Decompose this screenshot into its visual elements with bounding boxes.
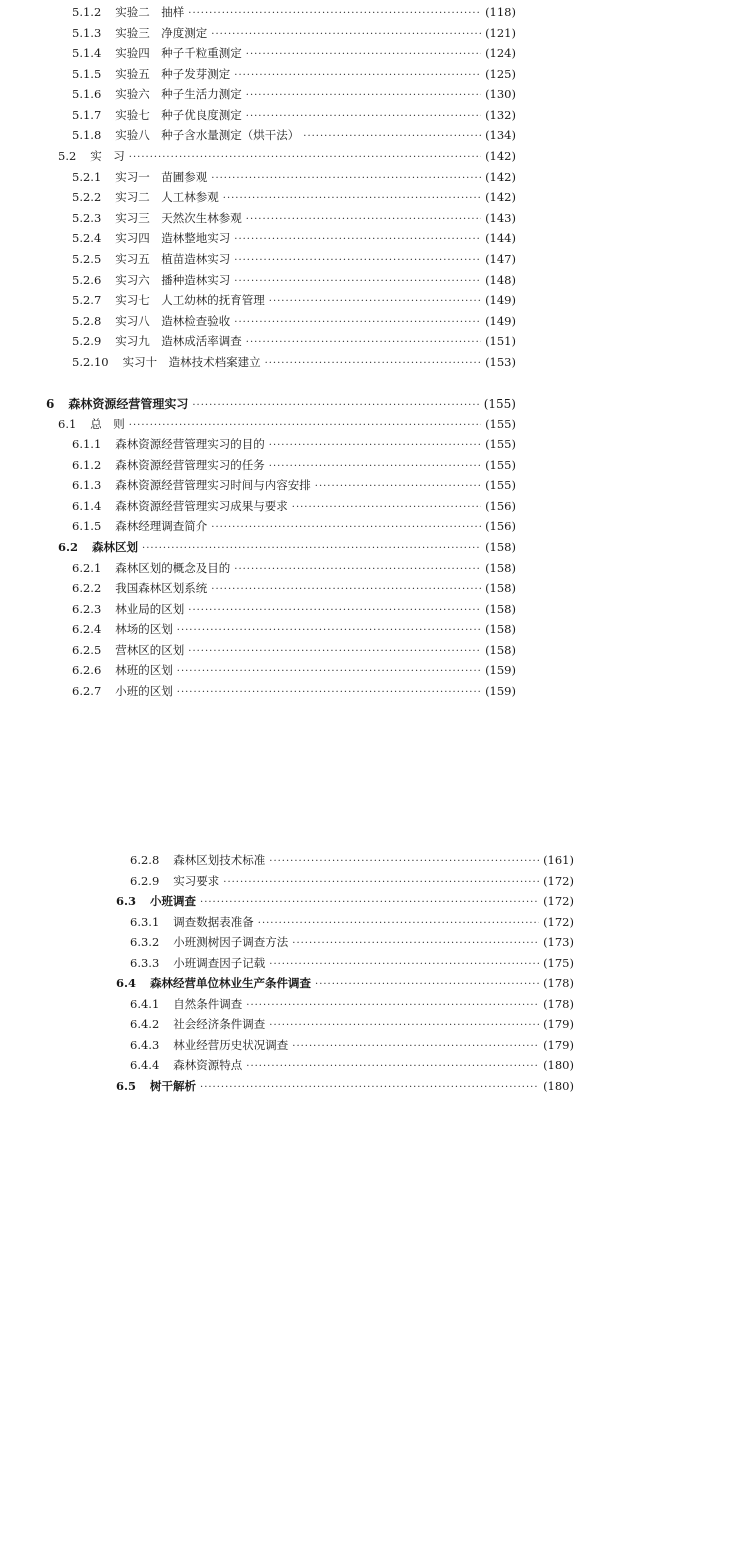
toc-entry-number: 6.2.5 [72, 643, 102, 657]
toc-entry-page: (155) [485, 417, 516, 431]
dot-leader [269, 856, 539, 867]
dot-leader [246, 1000, 539, 1011]
toc-entry-page: (151) [485, 334, 516, 348]
dot-leader [234, 564, 481, 575]
toc-entry-page: (179) [543, 1038, 574, 1052]
dot-leader [315, 481, 481, 492]
toc-entry-title: 实验五 种子发芽测定 [115, 67, 231, 81]
toc-entry-number: 5.2.5 [72, 252, 102, 266]
toc-entry-number: 6.3.3 [130, 956, 160, 970]
dot-leader [200, 897, 539, 908]
toc-entry-number: 6.2.2 [72, 581, 102, 595]
toc-entry-number: 5.2.1 [72, 170, 102, 184]
toc-entry-page: (142) [485, 149, 516, 163]
toc-entry-title: 实习十 造林技术档案建立 [122, 355, 261, 369]
toc-entry-page: (178) [543, 976, 574, 990]
dot-leader [234, 317, 481, 328]
toc-entry-page: (180) [543, 1079, 574, 1093]
toc-entry-page: (172) [543, 915, 574, 929]
toc-entry-page: (158) [485, 561, 516, 575]
dot-leader [246, 214, 481, 225]
toc-entry-title: 森林资源经营管理实习的任务 [115, 458, 265, 472]
toc-bottom-section [0, 812, 750, 1546]
toc-entry [72, 333, 516, 349]
dot-leader [265, 358, 481, 369]
toc-entry-title: 林场的区划 [115, 622, 173, 636]
toc-entry [72, 66, 516, 82]
toc-entry [130, 1057, 574, 1073]
toc-entry-title: 实习六 播种造林实习 [115, 273, 231, 287]
toc-entry-page: (158) [485, 540, 516, 554]
toc-entry-page: (172) [543, 894, 574, 908]
dot-leader [177, 666, 481, 677]
toc-entry-number: 5.2.7 [72, 293, 102, 307]
toc-entry-title: 实习九 造林成活率调查 [115, 334, 242, 348]
toc-entry-title: 调查数据表准备 [173, 915, 254, 929]
toc-entry-title: 实习三 天然次生林参观 [115, 211, 242, 225]
toc-entry [116, 1078, 574, 1094]
toc-entry-title: 森林资源特点 [173, 1058, 243, 1072]
toc-entry-number: 6.5 [116, 1079, 137, 1093]
dot-leader [292, 1041, 539, 1052]
toc-entry [72, 251, 516, 267]
toc-entry-title: 小班测树因子调查方法 [173, 935, 289, 949]
dot-leader [234, 255, 481, 266]
toc-entry [72, 169, 516, 185]
dot-leader [292, 502, 481, 513]
toc-entry [72, 45, 516, 61]
toc-entry-title: 树干解析 [150, 1079, 197, 1093]
toc-entry-number: 5.2.10 [72, 355, 109, 369]
toc-entry-title: 实习要求 [173, 874, 220, 888]
toc-entry [72, 642, 516, 658]
toc-entry [72, 4, 516, 20]
dot-leader [234, 70, 481, 81]
toc-entry [116, 975, 574, 991]
toc-entry-number: 6.4.3 [130, 1038, 160, 1052]
toc-entry [72, 272, 516, 288]
dot-leader [223, 877, 539, 888]
toc-entry-title: 实验六 种子生活力测定 [115, 87, 242, 101]
dot-leader [211, 584, 481, 595]
dot-leader [223, 193, 481, 204]
toc-entry-page: (143) [485, 211, 516, 225]
toc-entry [130, 955, 574, 971]
dot-leader [269, 440, 481, 451]
dot-leader [246, 90, 481, 101]
dot-leader [177, 687, 481, 698]
toc-entry-page: (173) [543, 935, 574, 949]
toc-entry-number: 6.2 [58, 540, 79, 554]
toc-entry-number: 5.1.2 [72, 5, 102, 19]
toc-entry [72, 86, 516, 102]
toc-entry [116, 893, 574, 909]
toc-entry-number: 5.1.3 [72, 26, 102, 40]
dot-leader [246, 337, 481, 348]
toc-entry-title: 实验二 抽样 [115, 5, 185, 19]
toc-entry-number: 6.2.9 [130, 874, 160, 888]
toc-entry-number: 5.2.3 [72, 211, 102, 225]
toc-entry-page: (155) [485, 478, 516, 492]
toc-entry-title: 实验四 种子千粒重测定 [115, 46, 242, 60]
toc-entry [72, 210, 516, 226]
toc-entry-page: (148) [485, 273, 516, 287]
toc-entry [72, 621, 516, 637]
toc-entry-number: 6.4.4 [130, 1058, 160, 1072]
toc-entry [72, 580, 516, 596]
dot-leader [269, 296, 481, 307]
toc-entry-title: 实验七 种子优良度测定 [115, 108, 242, 122]
dot-leader [200, 1082, 539, 1093]
toc-entry-page: (158) [485, 581, 516, 595]
toc-entry [58, 148, 516, 164]
toc-entry [130, 873, 574, 889]
toc-entry [72, 354, 516, 370]
toc-entry-page: (158) [485, 602, 516, 616]
toc-entry-page: (156) [485, 499, 516, 513]
dot-leader [303, 131, 481, 142]
dot-leader [234, 276, 481, 287]
toc-entry-page: (118) [485, 5, 516, 19]
dot-leader [246, 1061, 539, 1072]
toc-entry-page: (142) [485, 190, 516, 204]
dot-leader [129, 152, 481, 163]
toc-entry [130, 852, 574, 868]
toc-entry [130, 914, 574, 930]
toc-entry-title: 社会经济条件调查 [173, 1017, 266, 1031]
dot-leader [269, 959, 539, 970]
toc-entry-number: 6.2.3 [72, 602, 102, 616]
toc-entry-page: (155) [485, 437, 516, 451]
toc-entry [130, 996, 574, 1012]
toc-entry-number: 5.1.6 [72, 87, 102, 101]
dot-leader [188, 605, 481, 616]
toc-entry [72, 518, 516, 534]
toc-entry-title: 实习七 人工幼林的抚育管理 [115, 293, 265, 307]
toc-entry-number: 6.2.4 [72, 622, 102, 636]
toc-entry [72, 601, 516, 617]
dot-leader [292, 938, 539, 949]
toc-entry-number: 5.2.2 [72, 190, 102, 204]
toc-entry-title: 营林区的区划 [115, 643, 185, 657]
toc-entry-title: 我国森林区划系统 [115, 581, 208, 595]
toc-entry-number: 5.2.4 [72, 231, 102, 245]
toc-entry [72, 436, 516, 452]
toc-entry-title: 森林区划的概念及目的 [115, 561, 231, 575]
toc-entry-page: (180) [543, 1058, 574, 1072]
toc-entry-page: (144) [485, 231, 516, 245]
toc-entry [72, 457, 516, 473]
dot-leader [269, 1020, 539, 1031]
toc-entry-title: 林业局的区划 [115, 602, 185, 616]
toc-entry-number: 5.1.5 [72, 67, 102, 81]
toc-entry-number: 5.1.7 [72, 108, 102, 122]
toc-entry-number: 5.2.8 [72, 314, 102, 328]
toc-entry-title: 实习四 造林整地实习 [115, 231, 231, 245]
toc-entry-page: (179) [543, 1017, 574, 1031]
dot-leader [211, 29, 481, 40]
dot-leader [269, 461, 481, 472]
dot-leader [211, 173, 481, 184]
toc-entry-title: 小班调查因子记载 [173, 956, 266, 970]
toc-entry-page: (159) [485, 684, 516, 698]
toc-entry-number: 6.4.2 [130, 1017, 160, 1031]
toc-entry-page: (175) [543, 956, 574, 970]
dot-leader [192, 400, 479, 411]
toc-entry-title: 森林区划技术标准 [173, 853, 266, 867]
toc-entry-page: (132) [485, 108, 516, 122]
dot-leader [177, 625, 481, 636]
toc-entry-page: (161) [543, 853, 574, 867]
toc-entry-number: 6.3.1 [130, 915, 160, 929]
toc-entry-page: (158) [485, 643, 516, 657]
toc-entry [58, 539, 516, 555]
toc-entry-page: (156) [485, 519, 516, 533]
toc-entry-title: 小班的区划 [115, 684, 173, 698]
toc-entry-number: 6.1.3 [72, 478, 102, 492]
toc-entry-page: (134) [485, 128, 516, 142]
toc-entry-page: (121) [485, 26, 516, 40]
dot-leader [142, 543, 481, 554]
toc-entry-title: 实习二 人工林参观 [115, 190, 219, 204]
toc-entry-number: 6.1.2 [72, 458, 102, 472]
dot-leader [246, 49, 481, 60]
toc-entry-number: 5.2.9 [72, 334, 102, 348]
toc-entry [72, 292, 516, 308]
toc-entry [58, 416, 516, 432]
toc-entry [72, 189, 516, 205]
toc-entry-number: 6 [46, 397, 55, 411]
dot-leader [188, 646, 481, 657]
toc-entry-title: 森林经营单位林业生产条件调查 [150, 976, 312, 990]
toc-entry-page: (125) [485, 67, 516, 81]
toc-entry [130, 1016, 574, 1032]
toc-entry-page: (149) [485, 314, 516, 328]
toc-entry [46, 395, 516, 412]
toc-entry-number: 6.4 [116, 976, 137, 990]
toc-entry-number: 6.2.7 [72, 684, 102, 698]
toc-entry-number: 6.2.6 [72, 663, 102, 677]
toc-top-section [0, 0, 750, 720]
toc-entry-page: (153) [485, 355, 516, 369]
toc-entry-number: 6.2.8 [130, 853, 160, 867]
toc-entry-title: 实验八 种子含水量测定（烘干法） [115, 128, 300, 142]
toc-entry-number: 6.3 [116, 894, 137, 908]
toc-entry-page: (158) [485, 622, 516, 636]
toc-entry [130, 934, 574, 950]
toc-entry-title: 森林经理调查简介 [115, 519, 208, 533]
toc-entry-number: 6.4.1 [130, 997, 160, 1011]
toc-entry-title: 小班调查 [150, 894, 197, 908]
toc-entry-page: (149) [485, 293, 516, 307]
toc-entry-number: 6.1 [58, 417, 77, 431]
toc-entry-title: 自然条件调查 [173, 997, 243, 1011]
toc-entry-page: (155) [485, 458, 516, 472]
dot-leader [188, 8, 481, 19]
toc-entry-number: 5.2 [58, 149, 77, 163]
toc-entry-title: 森林区划 [92, 540, 139, 554]
dot-leader [246, 111, 481, 122]
toc-entry-number: 5.1.4 [72, 46, 102, 60]
toc-entry-page: (159) [485, 663, 516, 677]
toc-entry-number: 6.3.2 [130, 935, 160, 949]
toc-entry-number: 6.1.5 [72, 519, 102, 533]
toc-entry-title: 实验三 净度测定 [115, 26, 208, 40]
toc-entry-title: 森林资源经营管理实习的目的 [115, 437, 265, 451]
toc-entry [72, 25, 516, 41]
toc-entry-page: (142) [485, 170, 516, 184]
toc-entry-title: 林班的区划 [115, 663, 173, 677]
toc-entry-number: 5.1.8 [72, 128, 102, 142]
toc-entry-title: 森林资源经营管理实习成果与要求 [115, 499, 288, 513]
toc-entry-title: 实习八 造林检查验收 [115, 314, 231, 328]
toc-entry-title: 实习一 苗圃参观 [115, 170, 208, 184]
toc-entry-title: 林业经营历史状况调查 [173, 1038, 289, 1052]
toc-entry [72, 107, 516, 123]
toc-entry-page: (130) [485, 87, 516, 101]
toc-entry [72, 230, 516, 246]
toc-entry-title: 森林资源经营管理实习时间与内容安排 [115, 478, 311, 492]
toc-entry [72, 498, 516, 514]
toc-entry [72, 683, 516, 699]
toc-entry-number: 6.1.1 [72, 437, 102, 451]
toc-entry-page: (124) [485, 46, 516, 60]
dot-leader [211, 522, 481, 533]
toc-entry-page: (172) [543, 874, 574, 888]
toc-entry [72, 560, 516, 576]
toc-entry-title: 实 习 [90, 149, 125, 163]
toc-entry-page: (155) [483, 397, 516, 411]
toc-entry-title: 森林资源经营管理实习 [68, 397, 189, 411]
toc-entry-title: 实习五 植苗造林实习 [115, 252, 231, 266]
toc-entry-number: 6.1.4 [72, 499, 102, 513]
toc-entry [72, 477, 516, 493]
toc-entry [72, 313, 516, 329]
dot-leader [129, 420, 481, 431]
toc-entry-page: (147) [485, 252, 516, 266]
toc-entry [72, 127, 516, 143]
dot-leader [315, 979, 539, 990]
toc-entry [130, 1037, 574, 1053]
dot-leader [234, 234, 481, 245]
toc-entry-number: 6.2.1 [72, 561, 102, 575]
toc-entry-number: 5.2.6 [72, 273, 102, 287]
toc-entry-page: (178) [543, 997, 574, 1011]
toc-entry-title: 总 则 [90, 417, 125, 431]
toc-entry [72, 662, 516, 678]
dot-leader [258, 918, 539, 929]
